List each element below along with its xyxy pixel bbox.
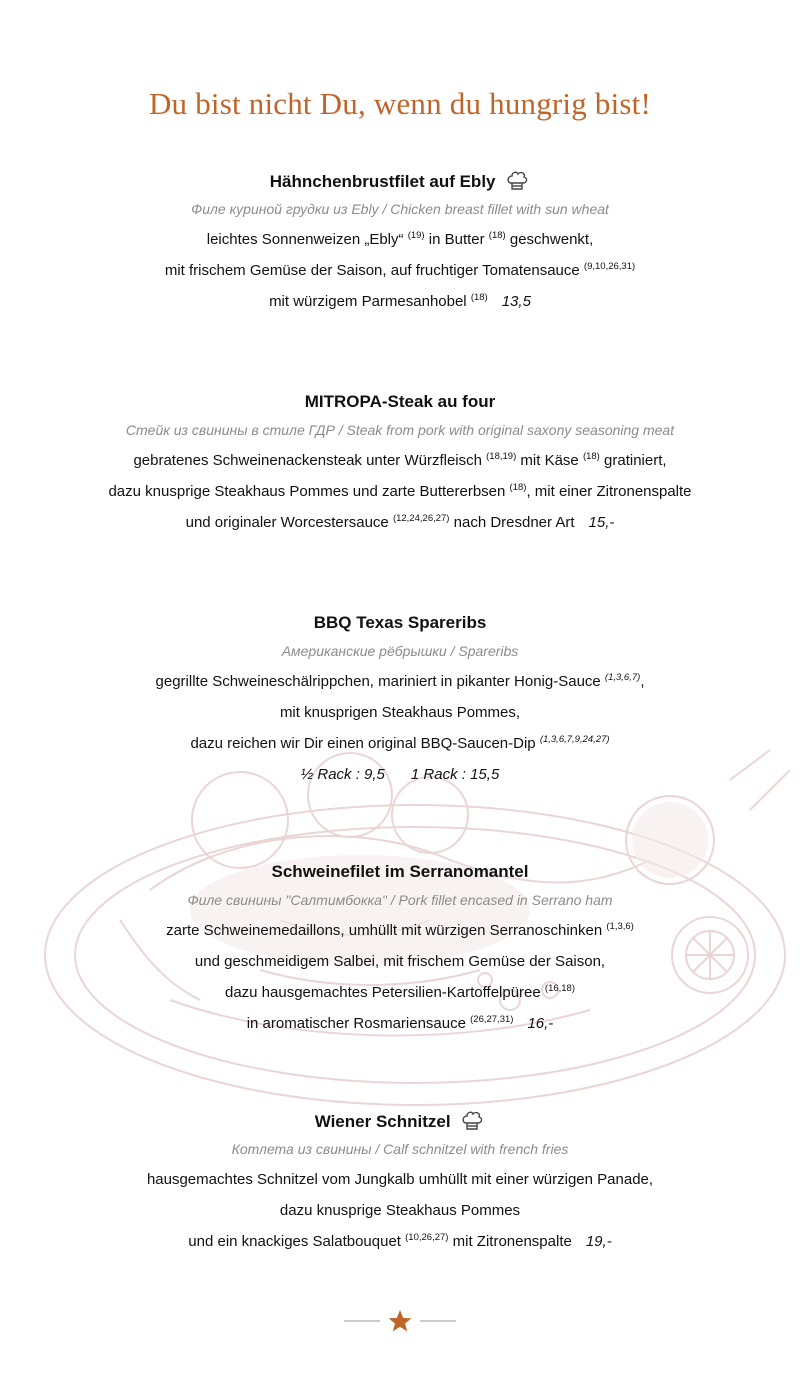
description-line: gebratenes Schweinenackensteak unter Würzfleisch $^{(18,19)}$ mit Käse $^{(18)}$ gratiniert, [133, 451, 667, 469]
description-line: und originaler Worcestersauce $^{(12,24,26,27)}$ nach Dresdner Art 15,- [185, 513, 615, 531]
description-line: und geschmeidigem Salbei, mit frischem Gemüse der Saison, [194, 953, 606, 970]
description-line: leichtes Sonnenweizen „Ebly“ $^{(19)}$ in Butter $^{(18)}$ geschwenkt, [206, 230, 594, 248]
dish-mitropa-steak [0, 389, 800, 538]
price-line [0, 759, 800, 790]
price-full-rack: 1 Rack : 15,5 [410, 766, 500, 783]
dish-subtitle: Филе куриной грудки из Ebly / Chicken breast fillet with sun wheat [191, 201, 609, 217]
description-line: mit frischem Gemüse der Saison, auf fruchtiger Tomatensauce $^{(9,10,26,31)}$ [164, 261, 636, 279]
chef-hat-icon [504, 168, 530, 194]
dish-schweinefilet-serrano [0, 859, 800, 1039]
dish-haehnchenbrustfilet [0, 168, 800, 317]
dish-name: Schweinefilet im Serranomantel [271, 862, 529, 881]
description-line: dazu hausgemachtes Petersilien-Kartoffelpüree $^{(16,18)}$ [224, 983, 576, 1001]
price: 15,- [588, 514, 615, 531]
dish-bbq-spareribs [0, 610, 800, 790]
page-title: Du bist nicht Du, wenn du hungrig bist! [148, 86, 652, 121]
description-line: und ein knackiges Salatbouquet $^{(10,26,27)}$ mit Zitronenspalte 19,- [188, 1232, 612, 1250]
description-line: in aromatischer Rosmariensauce $^{(26,27,31)}$ 16,- [246, 1014, 554, 1032]
description-line: dazu reichen wir Dir einen original BBQ-Saucen-Dip $^{(1,3,6,7,9,24,27)}$ [190, 734, 610, 752]
price: 13,5 [501, 293, 531, 310]
price: 19,- [585, 1233, 612, 1250]
dish-name: Wiener Schnitzel [0, 1108, 800, 1134]
chef-hat-icon [459, 1108, 485, 1134]
description-line: mit würzigem Parmesanhobel $^{(18)}$ 13,5 [269, 292, 531, 310]
description-line: mit knusprigen Steakhaus Pommes, [279, 704, 521, 721]
dish-name: MITROPA-Steak au four [304, 392, 496, 411]
dish-wiener-schnitzel [0, 1108, 800, 1257]
description-line: hausgemachtes Schnitzel vom Jungkalb umhüllt mit einer würzigen Panade, [146, 1171, 654, 1188]
price: 16,- [527, 1015, 554, 1032]
description-line: dazu knusprige Steakhaus Pommes und zarte Buttererbsen $^{(18)}$, mit einer Zitronenspalte [108, 482, 692, 500]
description-line: gegrillte Schweineschälrippchen, mariniert in pikanter Honig-Sauce $^{(1,3,6,7)}$, [155, 672, 645, 690]
dish-name: Hähnchenbrustfilet auf Ebly [0, 168, 800, 194]
dish-name: BBQ Texas Spareribs [313, 613, 487, 632]
description-line: zarte Schweinemedaillons, umhüllt mit würzigen Serranoschinken $^{(1,3,6)}$ [166, 921, 634, 939]
price-half-rack: ½ Rack : 9,5 [300, 766, 385, 783]
dish-subtitle: Котлета из свинины / Calf schnitzel with french fries [231, 1141, 569, 1157]
description-line: dazu knusprige Steakhaus Pommes [279, 1202, 521, 1219]
dish-subtitle: Филе свинины "Салтимбокка" / Pork fillet encased in Serrano ham [187, 892, 613, 908]
footer-separator [0, 1306, 800, 1336]
dish-subtitle: Американские рёбрышки / Spareribs [281, 643, 519, 659]
star-icon [389, 1310, 412, 1332]
dish-subtitle: Стейк из свинины в стиле ГДР / Steak from pork with original saxony seasoning meat [125, 422, 675, 438]
